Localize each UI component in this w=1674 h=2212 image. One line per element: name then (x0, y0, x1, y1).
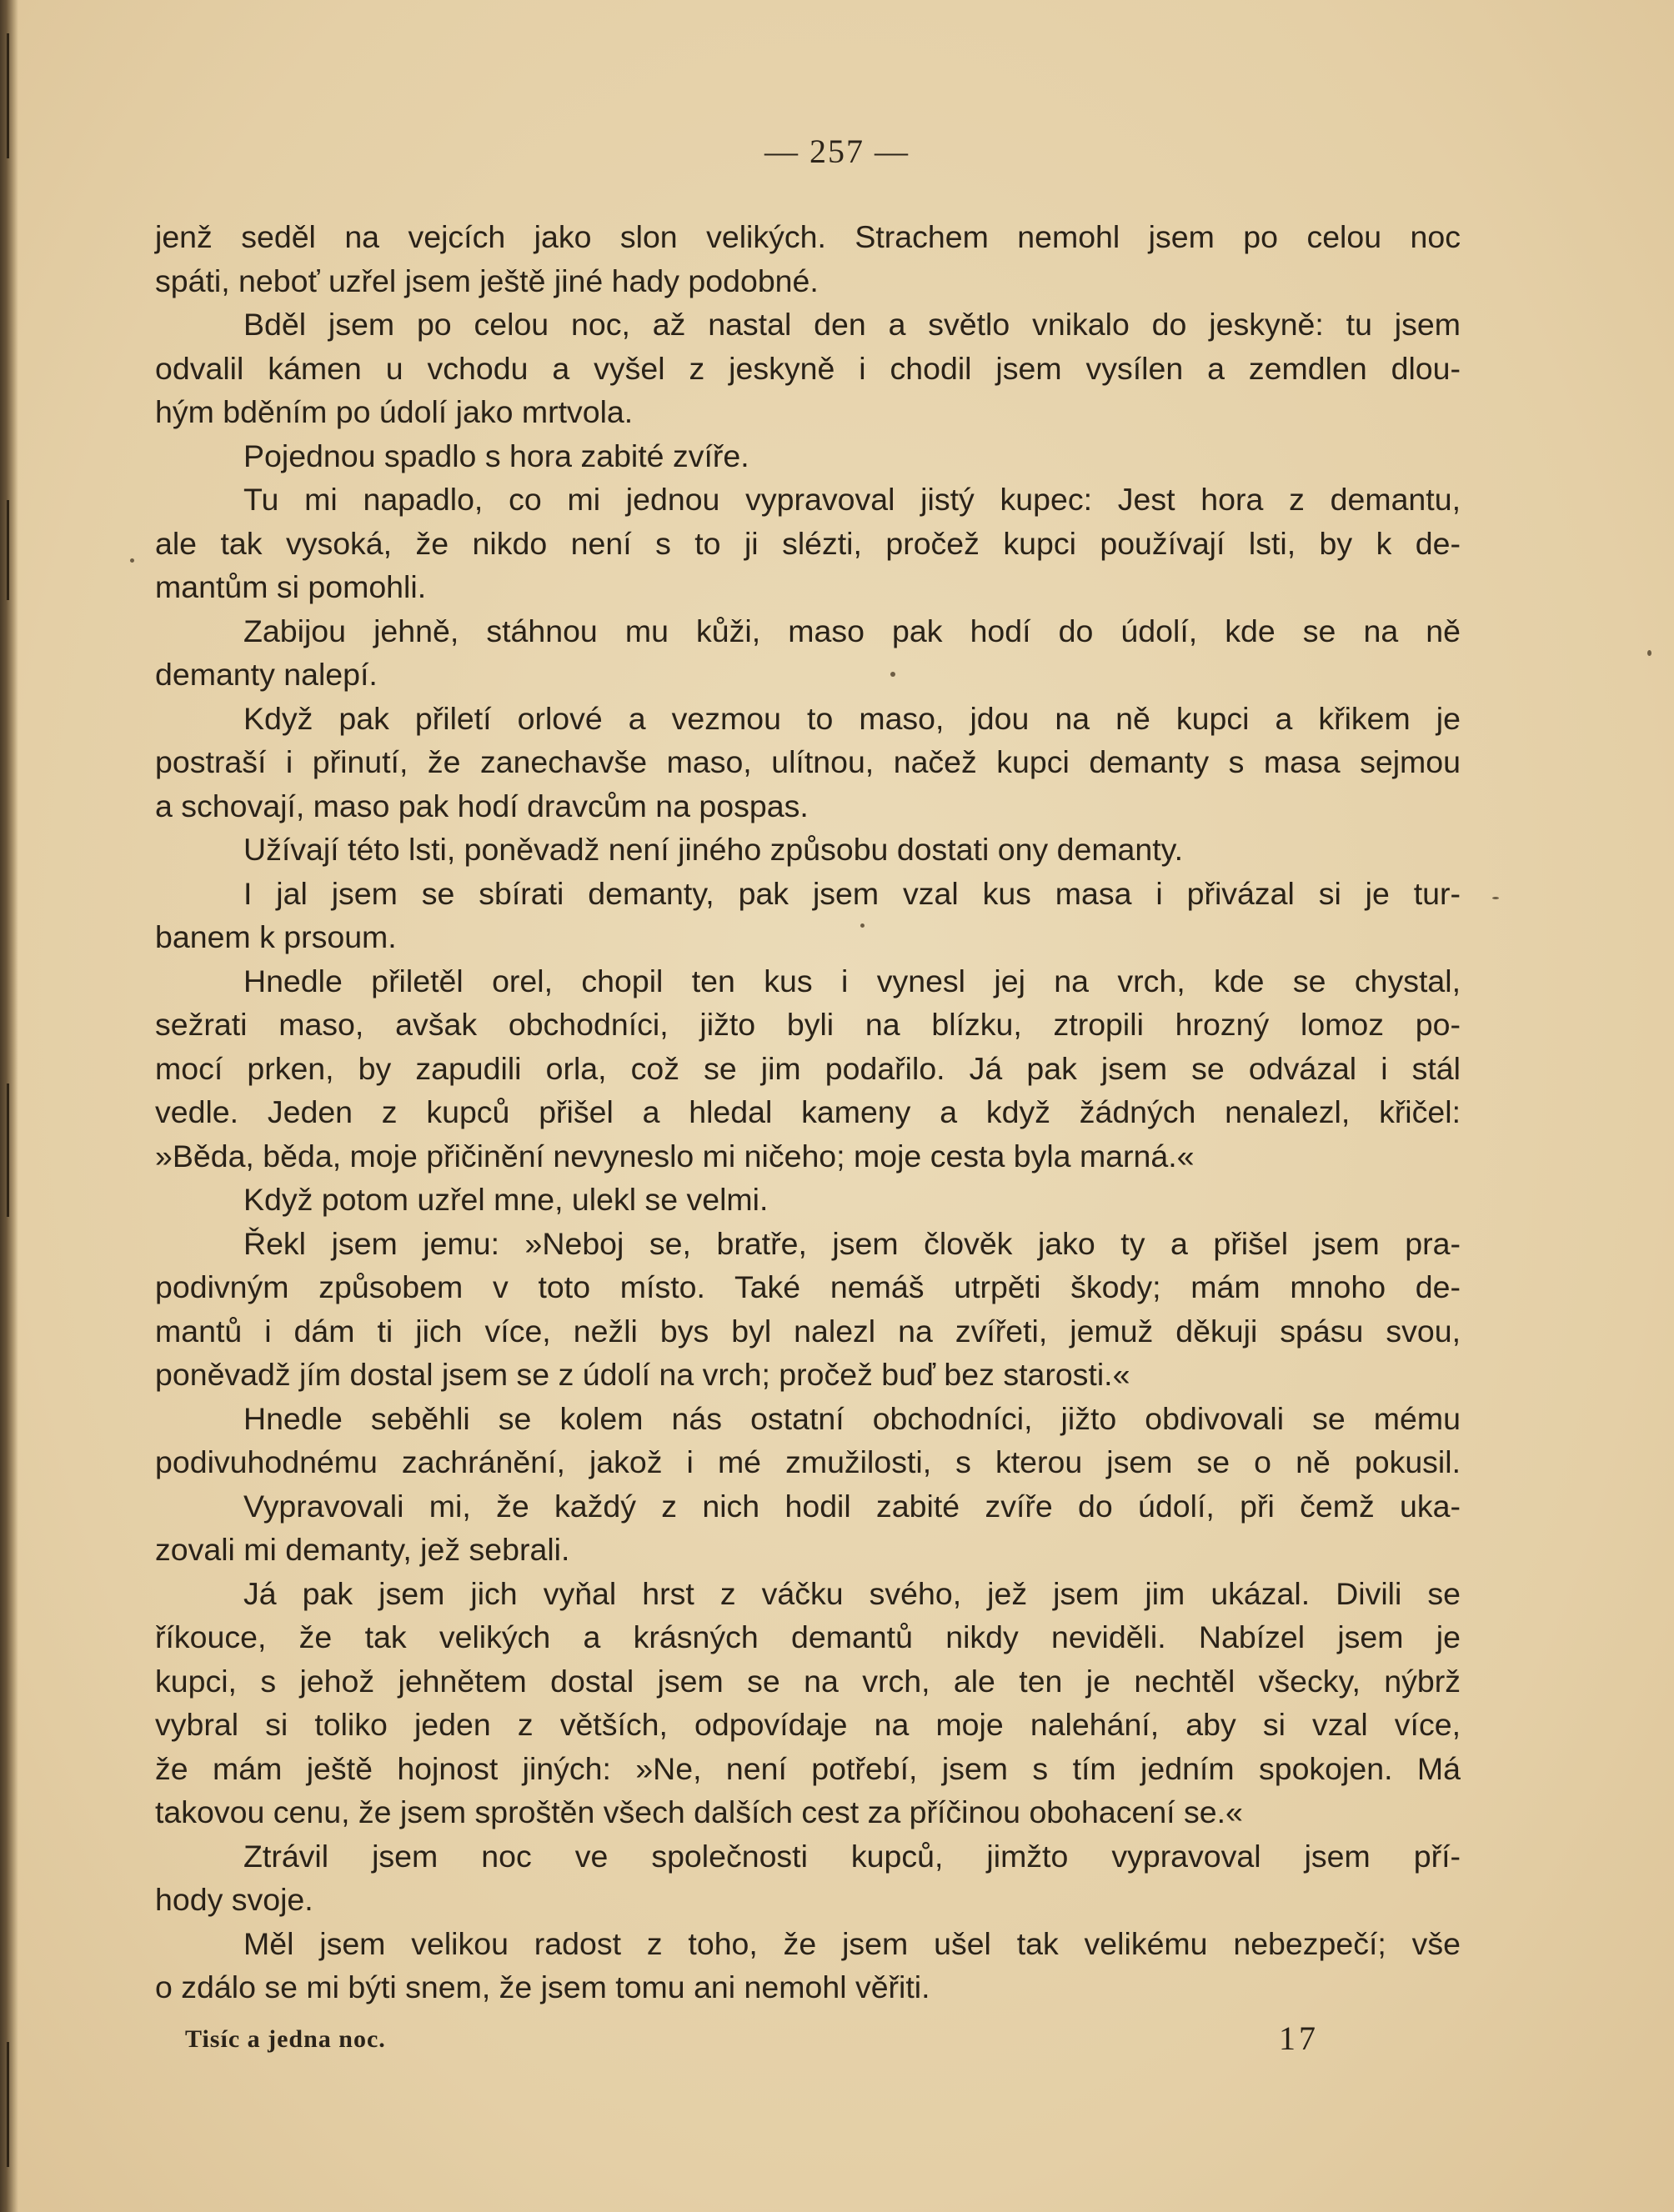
text-line: jenž seděl na vejcích jako slon velikých. Strachem nemohl jsem po celou noc (155, 219, 1461, 254)
text-line: banem k prsoum. (155, 919, 397, 954)
signature-mark: 17 (1279, 2019, 1319, 2057)
text-line: sežrati maso, avšak obchodníci, jižto byli na blízku, ztropili hrozný lomoz po- (155, 1007, 1461, 1042)
text-line: Zabijou jehně, stáhnou mu kůži, maso pak hodí do údolí, kde se na ně (243, 613, 1461, 648)
text-line: že mám ještě hojnost jiných: »Ne, není potřebí, jsem s tím jedním spokojen. Má (155, 1750, 1461, 1786)
text-line: Tu mi napadlo, co mi jednou vypravoval jistý kupec: Jest hora z demantu, (243, 482, 1461, 517)
text-line: o zdálo se mi býti snem, že jsem tomu ani nemohl věřiti. (155, 1969, 930, 2004)
page-binding-edge (0, 0, 18, 2212)
text-line: »Běda, běda, moje přičinění nevyneslo mi ničeho; moje cesta byla marná.« (155, 1138, 1195, 1174)
paper-speck (130, 558, 134, 563)
text-line: Užívají této lsti, poněvadž není jiného způsobu dostati ony demanty. (243, 832, 1184, 867)
text-line: takovou cenu, že jsem sproštěn všech dalších cest za příčinou obohacení se.« (155, 1794, 1243, 1829)
text-line: postraší i přinutí, že zanechavše maso, ulítnou, načež kupci demanty s masa sejmou (155, 744, 1461, 779)
text-line: spáti, neboť uzřel jsem ještě jiné hady podobné. (155, 263, 819, 298)
text-line: kupci, s jehož jehnětem dostal jsem se na vrch, ale ten je nechtěl všecky, nýbrž (155, 1663, 1461, 1699)
text-line: podivuhodnému zachránění, jakož i mé zmužilosti, s kterou jsem se o ně pokusil. (155, 1444, 1461, 1479)
text-line: Hnedle přiletěl orel, chopil ten kus i vynesl jej na vrch, kde se chystal, (243, 963, 1461, 998)
text-line: Řekl jsem jemu: »Neboj se, bratře, jsem člověk jako ty a přišel jsem pra- (243, 1225, 1461, 1261)
text-line: mocí prken, by zapudili orla, což se jim podařilo. Já pak jsem se odvázal i stál (155, 1050, 1461, 1086)
text-line: vybral si toliko jeden z větších, odpovídaje na moje nalehání, aby si vzal více, (155, 1707, 1461, 1742)
text-line: Bděl jsem po celou noc, až nastal den a světlo vnikalo do jeskyně: tu jsem (243, 307, 1461, 342)
text-line: mantům si pomohli. (155, 569, 427, 604)
text-line: I jal jsem se sbírati demanty, pak jsem vzal kus masa i přivázal si je tur- (243, 875, 1461, 911)
text-line: demanty nalepí. (155, 657, 378, 692)
text-line: vedle. Jeden z kupců přišel a hledal kameny a když žádných nenalezl, křičel: (155, 1094, 1461, 1129)
text-line: mantů i dám ti jich více, nežli bys byl nalezl na zvířeti, jemuž děkuji spásu svou, (155, 1313, 1461, 1349)
text-line: podivným způsobem v toto místo. Také nemáš utrpěti škody; mám mnoho de- (155, 1269, 1461, 1304)
text-line: a schovají, maso pak hodí dravcům na pospas. (155, 788, 809, 823)
text-line: Hnedle seběhli se kolem nás ostatní obchodníci, jižto obdivovali se mému (243, 1400, 1461, 1436)
text-line: odvalil kámen u vchodu a vyšel z jeskyně i chodil jsem vysílen a zemdlen dlou- (155, 350, 1461, 386)
paper-speck (1492, 897, 1499, 899)
text-line: Měl jsem velikou radost z toho, že jsem ušel tak velikému nebezpečí; vše (243, 1925, 1461, 1961)
text-line: Vypravovali mi, že každý z nich hodil zabité zvíře do údolí, při čemž uka- (243, 1488, 1461, 1524)
page-number: — 257 — (764, 133, 910, 170)
text-line: Pojednou spadlo s hora zabité zvíře. (243, 438, 749, 473)
text-line: hým bděním po údolí jako mrtvola. (155, 394, 634, 429)
binding-mark (7, 2042, 9, 2167)
text-line: Já pak jsem jich vyňal hrst z váčku svého, jež jsem jim ukázal. Divili se (243, 1575, 1461, 1611)
body-text (155, 215, 1461, 2009)
footer-book-title: Tisíc a jedna noc. (185, 2025, 386, 2053)
paper-speck (1647, 650, 1651, 656)
text-line: Když potom uzřel mne, ulekl se velmi. (243, 1182, 769, 1217)
text-line: hody svoje. (155, 1882, 313, 1917)
binding-mark (7, 1083, 9, 1217)
text-line: zovali mi demanty, jež sebrali. (155, 1532, 570, 1567)
text-line: Když pak přiletí orlové a vezmou to maso, jdou na ně kupci a křikem je (243, 700, 1461, 736)
text-line: Ztrávil jsem noc ve společnosti kupců, jimžto vypravoval jsem pří- (243, 1838, 1461, 1874)
binding-mark (7, 500, 9, 600)
text-line: ale tak vysoká, že nikdo není s to ji slézti, pročež kupci používají lsti, by k de- (155, 525, 1461, 561)
text-line: říkouce, že tak velikých a krásných demantů nikdy neviděli. Nabízel jsem je (155, 1619, 1461, 1654)
text-line: poněvadž jím dostal jsem se z údolí na vrch; pročež buď bez starosti.« (155, 1357, 1130, 1392)
